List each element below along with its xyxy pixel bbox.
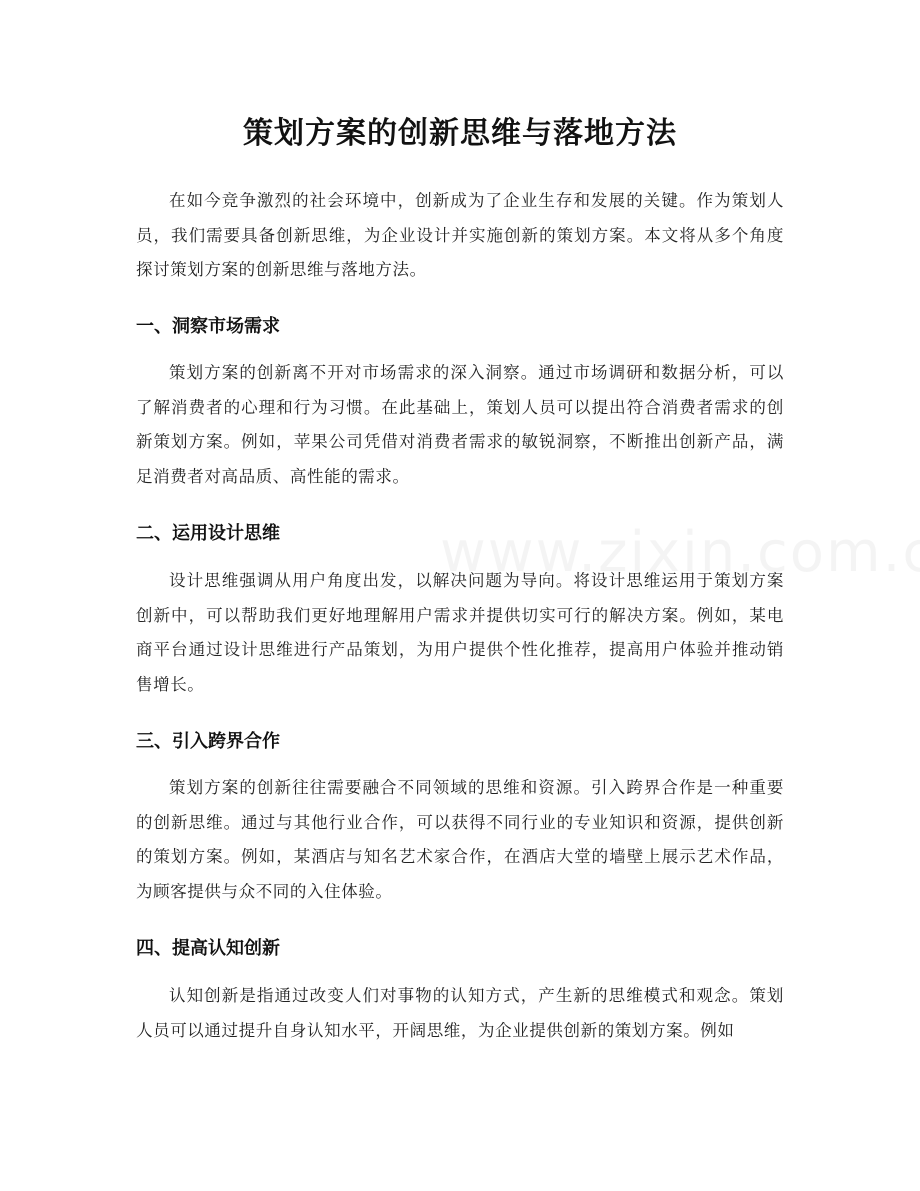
section-heading-2: 二、运用设计思维 (136, 523, 280, 544)
document-title: 策划方案的创新思维与落地方法 (243, 116, 677, 151)
section-body-2: 设计思维强调从用户角度出发，以解决问题为导向。将设计思维运用于策划方案创新中，可以帮助我们更好地理解用户需求并提供切实可行的解决方案。例如，某电商平台通过设计思维进行产品策划，为用户提供个性化推荐，提高用户体验并推动销售增长。 (136, 571, 784, 694)
section-body-1: 策划方案的创新离不开对市场需求的深入洞察。通过市场调研和数据分析，可以了解消费者的心理和行为习惯。在此基础上，策划人员可以提出符合消费者需求的创新策划方案。例如，苹果公司凭借对消费者需求的敏锐洞察，不断推出创新产品，满足消费者对高品质、高性能的需求。 (136, 363, 784, 486)
section-body-3: 策划方案的创新往往需要融合不同领域的思维和资源。引入跨界合作是一种重要的创新思维。通过与其他行业合作，可以获得不同行业的专业知识和资源，提供创新的策划方案。例如，某酒店与知名艺术家合作，在酒店大堂的墙壁上展示艺术作品，为顾客提供与众不同的入住体验。 (136, 778, 784, 901)
section-heading-1: 一、洞察市场需求 (136, 316, 280, 337)
section-heading-4: 四、提高认知创新 (136, 938, 280, 959)
section-heading-3: 三、引入跨界合作 (136, 731, 280, 752)
intro-paragraph: 在如今竞争激烈的社会环境中，创新成为了企业生存和发展的关键。作为策划人员，我们需要具备创新思维，为企业设计并实施创新的策划方案。本文将从多个角度探讨策划方案的创新思维与落地方法。 (136, 191, 784, 279)
section-body-4: 认知创新是指通过改变人们对事物的认知方式，产生新的思维模式和观念。策划人员可以通过提升自身认知水平，开阔思维，为企业提供创新的策划方案。例如 (136, 986, 784, 1040)
